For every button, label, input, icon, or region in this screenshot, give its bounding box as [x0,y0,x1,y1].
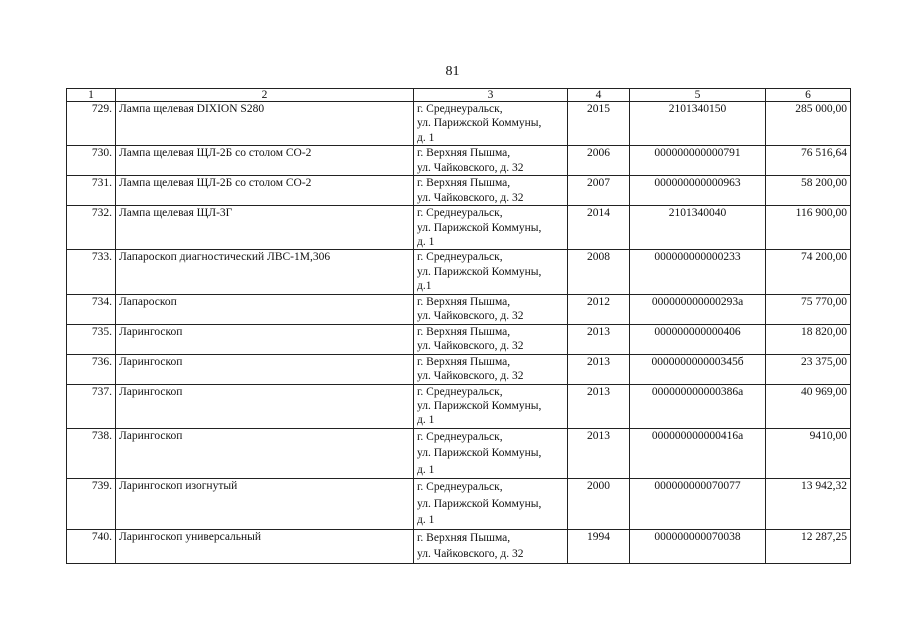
item-name-cell: Ларингоскоп универсальный [116,529,414,563]
price-cell: 40 969,00 [766,384,851,428]
page-number: 81 [445,64,460,79]
column-header-3: 3 [414,89,568,102]
column-header-6: 6 [766,89,851,102]
price-cell: 13 942,32 [766,479,851,530]
item-name-cell: Лампа щелевая ЩЛ-3Г [116,206,414,250]
item-name-cell: Ларингоскоп [116,384,414,428]
table-row [67,250,851,294]
address-line: д. 1 [417,414,435,427]
price-cell: 75 770,00 [766,294,851,324]
address-line: г. Среднеуральск, [417,207,503,220]
address-line: г. Среднеуральск, [417,251,503,264]
address-line: д. 1 [417,131,435,144]
year-cell: 2013 [568,324,630,354]
inventory-number-cell: 2101340150 [630,102,766,146]
address-line: г. Верхняя Пышма, [417,325,511,338]
item-name-cell: Лапароскоп [116,294,414,324]
inventory-number-cell: 000000000000233 [630,250,766,294]
inventory-number-cell: 000000000000293а [630,294,766,324]
inventory-number-cell: 000000000070038 [630,529,766,563]
table-row [67,294,851,324]
address-cell [414,529,568,563]
address-line: г. Верхняя Пышма, [417,355,511,368]
address-line: ул. Чайковского, д. 32 [417,191,524,204]
price-cell: 9410,00 [766,428,851,479]
table-row [67,384,851,428]
item-name-cell: Ларингоскоп изогнутый [116,479,414,530]
price-cell: 116 900,00 [766,206,851,250]
address-line: д. 1 [417,236,435,249]
address-cell [414,479,568,530]
address-line: ул. Парижской Коммуны, [417,117,542,130]
table-header-row [67,89,851,102]
address-line: г. Верхняя Пышма, [417,147,511,160]
address-line: ул. Парижской Коммуны, [417,447,542,460]
address-line: г. Верхняя Пышма, [417,531,511,544]
price-cell: 76 516,64 [766,146,851,176]
item-name-cell: Ларингоскоп [116,324,414,354]
inventory-number-cell: 000000000000416а [630,428,766,479]
address-line: ул. Парижской Коммуны, [417,400,542,413]
address-line: ул. Чайковского, д. 32 [417,340,524,353]
table-row [67,479,851,530]
address-line: г. Среднеуральск, [417,481,503,494]
year-cell: 2013 [568,384,630,428]
table-row [67,354,851,384]
year-cell: 2006 [568,146,630,176]
item-name-cell: Лампа щелевая DIXION S280 [116,102,414,146]
row-number-cell: 737. [67,384,116,428]
row-number-cell: 735. [67,324,116,354]
table-row [67,176,851,206]
inventory-number-cell: 000000000070077 [630,479,766,530]
item-name-cell: Лампа щелевая ЩЛ-2Б со столом СО-2 [116,146,414,176]
column-header-2: 2 [116,89,414,102]
row-number-cell: 731. [67,176,116,206]
price-cell: 12 287,25 [766,529,851,563]
price-cell: 285 000,00 [766,102,851,146]
row-number-cell: 740. [67,529,116,563]
year-cell: 2013 [568,354,630,384]
column-header-4: 4 [568,89,630,102]
year-cell: 2012 [568,294,630,324]
address-line: г. Верхняя Пышма, [417,177,511,190]
address-line: г. Верхняя Пышма, [417,295,511,308]
address-cell [414,176,568,206]
row-number-cell: 733. [67,250,116,294]
table-row [67,529,851,563]
column-header-1: 1 [67,89,116,102]
price-cell: 58 200,00 [766,176,851,206]
item-name-cell: Лапароскоп диагностический ЛВС-1М,306 [116,250,414,294]
row-number-cell: 736. [67,354,116,384]
item-name-cell: Ларингоскоп [116,354,414,384]
table-body [67,102,851,564]
table-row [67,428,851,479]
inventory-table [66,88,851,564]
inventory-number-cell: 000000000000345б [630,354,766,384]
row-number-cell: 739. [67,479,116,530]
item-name-cell: Ларингоскоп [116,428,414,479]
inventory-number-cell: 000000000000406 [630,324,766,354]
address-cell [414,428,568,479]
table-row [67,324,851,354]
row-number-cell: 734. [67,294,116,324]
year-cell: 2013 [568,428,630,479]
address-line: д. 1 [417,514,435,527]
row-number-cell: 738. [67,428,116,479]
year-cell: 2014 [568,206,630,250]
price-cell: 18 820,00 [766,324,851,354]
year-cell: 2007 [568,176,630,206]
address-line: г. Среднеуральск, [417,103,503,115]
column-header-5: 5 [630,89,766,102]
year-cell: 1994 [568,529,630,563]
inventory-number-cell: 000000000000963 [630,176,766,206]
address-line: д. 1 [417,463,435,476]
address-cell [414,294,568,324]
address-cell [414,206,568,250]
inventory-number-cell: 2101340040 [630,206,766,250]
price-cell: 74 200,00 [766,250,851,294]
address-cell [414,354,568,384]
inventory-number-cell: 000000000000386а [630,384,766,428]
address-line: г. Среднеуральск, [417,430,503,443]
table-row [67,146,851,176]
price-cell: 23 375,00 [766,354,851,384]
address-line: ул. Парижской Коммуны, [417,497,542,510]
year-cell: 2015 [568,102,630,146]
address-line: д.1 [417,280,432,293]
item-name-cell: Лампа щелевая ЩЛ-2Б со столом СО-2 [116,176,414,206]
row-number-cell: 732. [67,206,116,250]
row-number-cell: 729. [67,102,116,146]
address-cell [414,384,568,428]
address-cell [414,102,568,146]
address-cell [414,250,568,294]
row-number-cell: 730. [67,146,116,176]
address-line: ул. Чайковского, д. 32 [417,310,524,323]
table-row [67,206,851,250]
address-line: г. Среднеуральск, [417,385,503,398]
year-cell: 2008 [568,250,630,294]
address-cell [414,146,568,176]
address-line: ул. Чайковского, д. 32 [417,161,524,174]
address-cell [414,324,568,354]
inventory-number-cell: 000000000000791 [630,146,766,176]
table-row [67,102,851,146]
address-line: ул. Парижской Коммуны, [417,265,542,278]
address-line: ул. Парижской Коммуны, [417,221,542,234]
address-line: ул. Чайковского, д. 32 [417,548,524,561]
year-cell: 2000 [568,479,630,530]
address-line: ул. Чайковского, д. 32 [417,370,524,383]
